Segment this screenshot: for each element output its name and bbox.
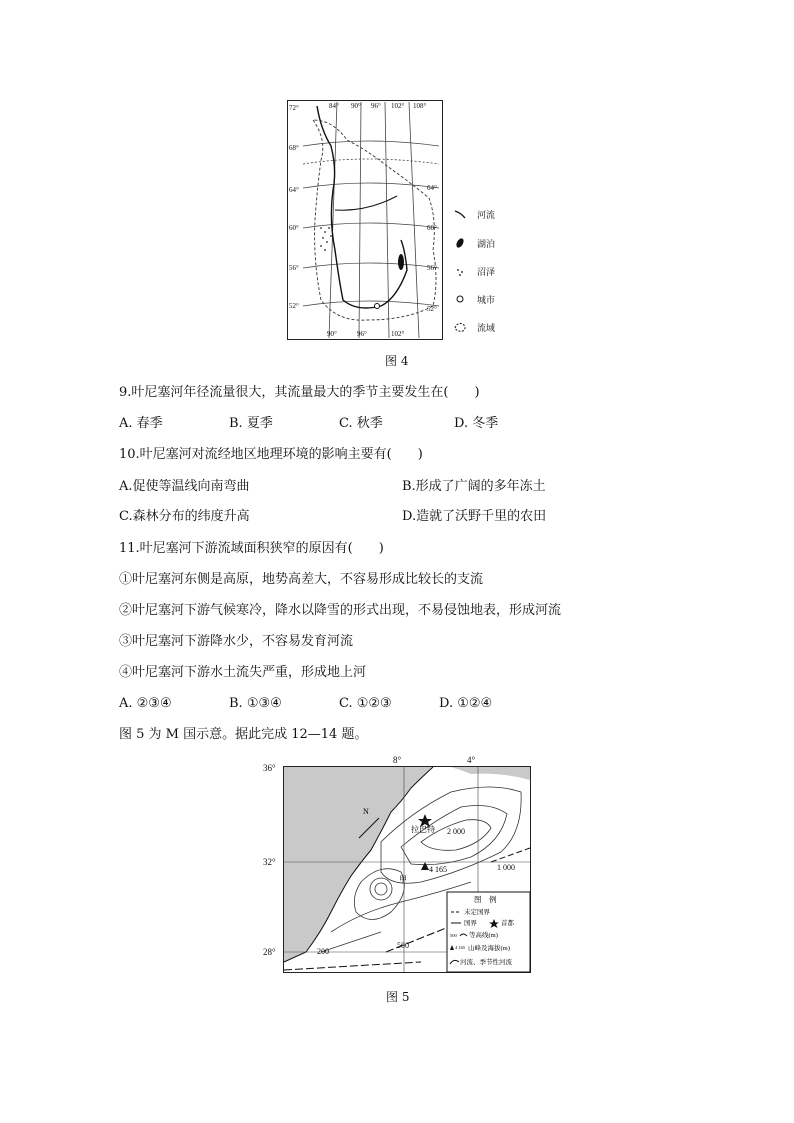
fig5-legend-item: 河流、季节性河流	[460, 959, 512, 966]
legend-title: 图 例	[474, 895, 497, 904]
fig4-lat-left: 64°	[289, 186, 299, 194]
figure-5-intro: 图 5 为 M 国示意。据此完成 12—14 题。	[119, 727, 368, 742]
figure-4-caption: 图 4	[385, 354, 409, 368]
fig4-lon-top: 96°	[371, 102, 381, 110]
fig4-lon-bottom: 102°	[391, 330, 405, 338]
question-10-option-b[interactable]: B.形成了广阔的多年冻土	[402, 479, 546, 494]
fig4-lat-left: 52°	[289, 302, 299, 310]
figure-5-caption: 图 5	[386, 990, 410, 1004]
legend-river-icon	[455, 211, 465, 218]
figure-4-map	[287, 100, 507, 344]
place-jia: 甲	[399, 875, 407, 884]
fig4-lat-right: 64°	[427, 184, 437, 192]
fig5-lon-label: 4°	[467, 755, 476, 765]
question-10-stem: 10.叶尼塞河对流经地区地理环境的影响主要有( )	[119, 447, 423, 462]
option-c[interactable]: C. 秋季	[339, 416, 383, 431]
fig5-lat-label: 32°	[263, 857, 276, 867]
fig4-lon-bottom: 90°	[327, 330, 337, 338]
figure-5-map	[261, 752, 537, 978]
fig4-lat-right: 60°	[427, 224, 437, 232]
option-b[interactable]: B. 夏季	[229, 416, 273, 431]
contour-label: 1 000	[497, 863, 515, 872]
fig4-lat-left: 68°	[289, 144, 299, 152]
figure-5-legend	[447, 892, 530, 972]
contour-label: 200	[317, 947, 329, 956]
fig5-legend-item: 未定国界	[464, 909, 490, 916]
fig4-lon-bottom: 96°	[357, 330, 367, 338]
fig4-lon-top: 84°	[329, 102, 339, 110]
question-9-options	[119, 415, 498, 433]
fig5-legend-item: 等高线(m)	[469, 932, 498, 939]
peak-label: 4 165	[429, 865, 447, 874]
fig5-legend-item: 首都	[501, 920, 514, 927]
fig5-legend-item: 山峰及海拔(m)	[468, 945, 510, 952]
fig4-lat-left: 72°	[289, 104, 299, 112]
fig4-lat-right: 52°	[427, 305, 437, 313]
option-d[interactable]: D. 冬季	[454, 416, 499, 431]
question-11-item: ④叶尼塞河下游水土流失严重，形成地上河	[119, 665, 367, 680]
legend-basin-icon	[455, 324, 465, 332]
fig4-lon-top: 108°	[413, 102, 427, 110]
legend-lake-icon	[455, 237, 465, 249]
fig4-legend-item: 流域	[477, 323, 496, 333]
fig4-legend-item: 河流	[477, 210, 496, 220]
question-11-item: ②叶尼塞河下游气候寒冷，降水以降雪的形式出现，不易侵蚀地表，形成河流	[119, 603, 562, 618]
fig4-lon-top: 102°	[391, 102, 405, 110]
option-b[interactable]: B. ①③④	[229, 696, 282, 711]
question-10-option-a[interactable]: A.促使等温线向南弯曲	[119, 479, 250, 494]
fig4-legend-item: 沼泽	[477, 267, 496, 277]
fig4-legend-item: 湖泊	[477, 239, 496, 249]
fig4-lon-top: 90°	[351, 102, 361, 110]
option-a[interactable]: A. ②③④	[119, 696, 172, 711]
fig4-lat-left: 60°	[289, 224, 299, 232]
question-10-option-c[interactable]: C.森林分布的纬度升高	[119, 509, 250, 524]
contour-label: 2 000	[447, 827, 465, 836]
north-label: N	[363, 807, 369, 816]
legend-swamp-icon	[457, 269, 463, 276]
legend-city-icon	[457, 296, 463, 302]
question-9-stem: 9.叶尼塞河年径流量很大，其流量最大的季节主要发生在( )	[119, 385, 480, 400]
fig4-lat-left: 56°	[289, 264, 299, 272]
legend-sample-peak: 4 165	[455, 945, 466, 950]
option-d[interactable]: D. ①②④	[439, 696, 493, 711]
question-11-item: ③叶尼塞河下游降水少，不容易发育河流	[119, 634, 354, 649]
question-10-option-d[interactable]: D.造就了沃野千里的农田	[402, 509, 547, 524]
fig5-lat-label: 36°	[263, 763, 276, 773]
question-11-stem: 11.叶尼塞河下游流域面积狭窄的原因有( )	[119, 541, 384, 556]
capital-label: 拉巴特	[411, 825, 435, 834]
fig4-lat-right: 56°	[427, 264, 437, 272]
contour-label: 500	[397, 941, 409, 950]
fig4-legend-item: 城市	[477, 295, 496, 305]
option-a[interactable]: A. 春季	[119, 416, 163, 431]
fig5-lon-label: 8°	[393, 755, 402, 765]
question-11-options	[119, 695, 492, 713]
fig5-lat-label: 28°	[263, 947, 276, 957]
question-11-item: ①叶尼塞河东侧是高原，地势高差大，不容易形成比较长的支流	[119, 572, 484, 587]
legend-sample-contour: 500	[450, 933, 457, 938]
option-c[interactable]: C. ①②③	[339, 696, 392, 711]
fig5-legend-item: 国界	[464, 920, 477, 927]
